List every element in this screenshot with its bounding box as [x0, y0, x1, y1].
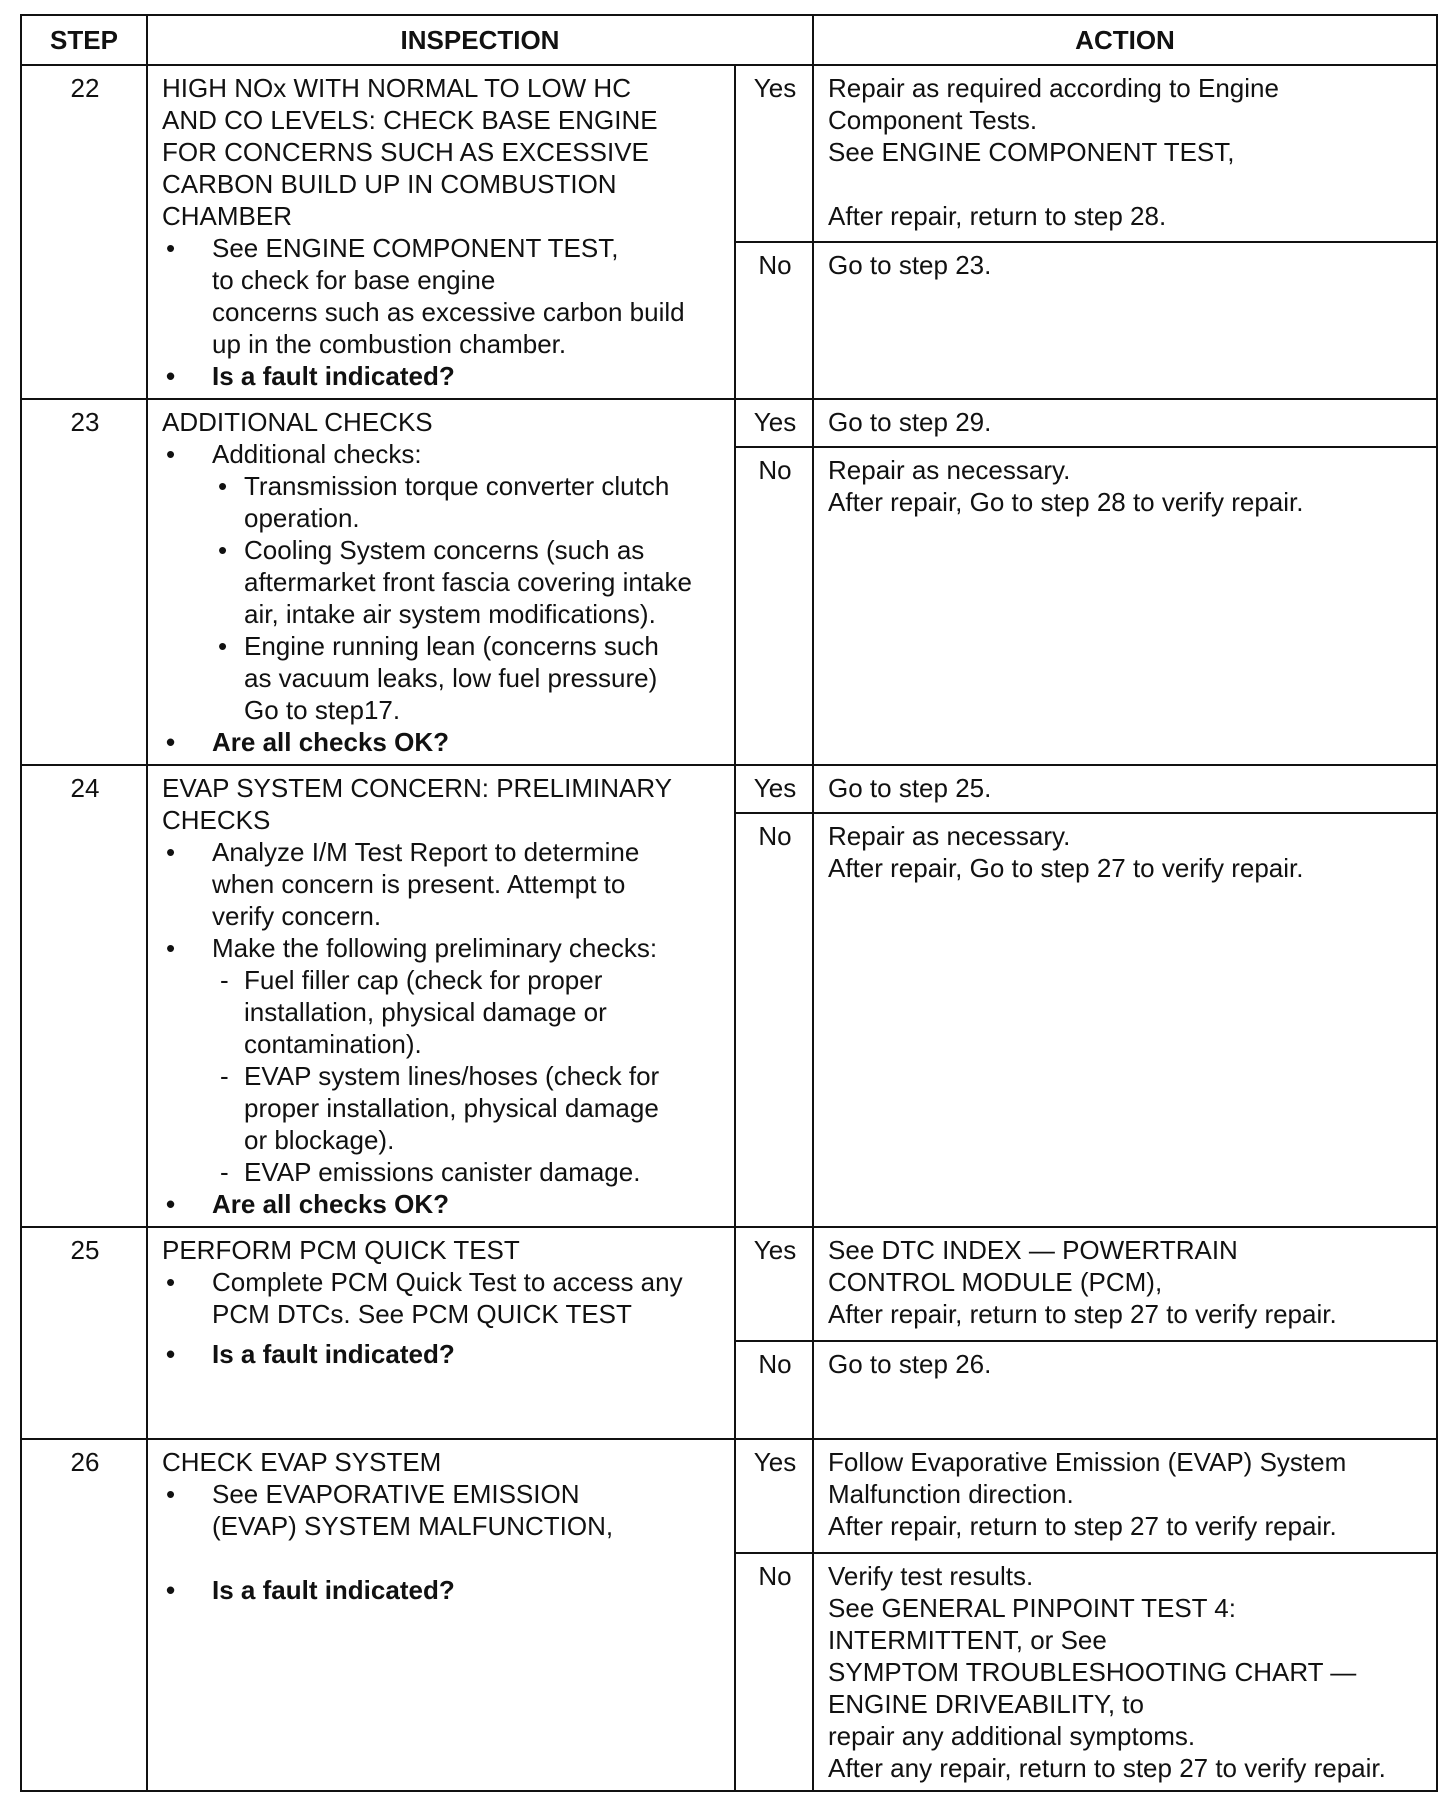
inspection-question: • Are all checks OK?	[162, 726, 722, 758]
action-text-line: After repair, return to step 27 to verify repair.	[828, 1511, 1337, 1541]
action-column-header: ACTION	[813, 15, 1437, 65]
inspection-title-line: PERFORM PCM QUICK TEST	[162, 1235, 520, 1265]
no-label: No	[735, 813, 813, 1227]
no-action-cell	[813, 1553, 1437, 1791]
action-text-line: See GENERAL PINPOINT TEST 4:	[828, 1593, 1236, 1623]
dash-item	[162, 964, 722, 1060]
bullet-item: • Additional checks:	[162, 438, 722, 470]
action-text-line: Follow Evaporative Emission (EVAP) System	[828, 1447, 1347, 1477]
sub-bullet-text-line: aftermarket front fascia covering intake	[244, 567, 692, 597]
no-label: No	[735, 1341, 813, 1439]
step-number: 24	[21, 765, 147, 1227]
bullet-item	[162, 836, 722, 932]
no-label: No	[735, 1553, 813, 1791]
inspection-title-line: AND CO LEVELS: CHECK BASE ENGINE	[162, 105, 658, 135]
inspection-title-line: ADDITIONAL CHECKS	[162, 407, 433, 437]
bullet-text-line: to check for base engine	[212, 265, 496, 295]
yes-label: Yes	[735, 1227, 813, 1341]
sub-bullet-text-line: • Transmission torque converter clutch	[244, 471, 670, 501]
yes-label: Yes	[735, 65, 813, 242]
dash-text-line: - EVAP system lines/hoses (check for	[244, 1061, 660, 1091]
bullet-text-line: • See EVAPORATIVE EMISSION	[212, 1479, 580, 1509]
bullet-text-line: verify concern.	[212, 901, 382, 931]
table-row	[21, 1227, 1437, 1341]
action-text-line: SYMPTOM TROUBLESHOOTING CHART —	[828, 1657, 1357, 1687]
step-number: 25	[21, 1227, 147, 1439]
inspection-title-line: FOR CONCERNS SUCH AS EXCESSIVE	[162, 137, 649, 167]
inspection-cell	[147, 1439, 735, 1791]
yes-label: Yes	[735, 765, 813, 813]
action-text-line: INTERMITTENT, or See	[828, 1625, 1107, 1655]
inspection-question: • Is a fault indicated?	[162, 1574, 722, 1606]
no-action-cell: Go to step 26.	[813, 1341, 1437, 1439]
action-text-line: After any repair, return to step 27 to verify repair.	[828, 1753, 1386, 1783]
bullet-item	[162, 1478, 722, 1542]
action-text-line: Component Tests.	[828, 105, 1038, 135]
sub-bullet-text-line: as vacuum leaks, low fuel pressure)	[244, 663, 658, 693]
no-action-cell	[813, 813, 1437, 1227]
table-row	[21, 399, 1437, 447]
inspection-cell	[147, 1227, 735, 1439]
inspection-cell	[147, 765, 735, 1227]
inspection-column-header: INSPECTION	[147, 15, 813, 65]
yes-action-cell	[813, 65, 1437, 242]
dash-text-line: installation, physical damage or	[244, 997, 607, 1027]
bullet-text-line: up in the combustion chamber.	[212, 329, 567, 359]
dash-text-line: proper installation, physical damage	[244, 1093, 659, 1123]
table-row	[21, 765, 1437, 813]
bullet-item: • Make the following preliminary checks:	[162, 932, 722, 964]
inspection-title-line: HIGH NOx WITH NORMAL TO LOW HC	[162, 73, 631, 103]
action-text-line: ENGINE DRIVEABILITY, to	[828, 1689, 1144, 1719]
yes-action-cell	[813, 1439, 1437, 1553]
action-text-line: After repair, return to step 28.	[828, 201, 1167, 231]
table-header-row	[21, 15, 1437, 65]
bullet-text-line: when concern is present. Attempt to	[212, 869, 626, 899]
action-text-line: See ENGINE COMPONENT TEST,	[828, 137, 1235, 167]
no-label: No	[735, 242, 813, 399]
sub-bullet-text-line: Go to step17.	[244, 695, 401, 725]
bullet-text-line: • Analyze I/M Test Report to determine	[212, 837, 640, 867]
diagnostic-table	[20, 14, 1438, 1792]
inspection-title-line: CHAMBER	[162, 201, 293, 231]
no-label: No	[735, 447, 813, 765]
bullet-text-line: (EVAP) SYSTEM MALFUNCTION,	[212, 1511, 614, 1541]
action-text-line: Repair as required according to Engine	[828, 73, 1279, 103]
action-text-line: repair any additional symptoms.	[828, 1721, 1196, 1751]
sub-bullet-item	[162, 630, 722, 726]
dash-item	[162, 1060, 722, 1156]
inspection-title-line: CARBON BUILD UP IN COMBUSTION	[162, 169, 617, 199]
no-action-cell	[813, 447, 1437, 765]
diagnostic-sheet	[20, 14, 1436, 1792]
inspection-question: • Is a fault indicated?	[162, 360, 722, 392]
yes-label: Yes	[735, 399, 813, 447]
action-text-line: CONTROL MODULE (PCM),	[828, 1267, 1163, 1297]
sub-bullet-text-line: • Cooling System concerns (such as	[244, 535, 645, 565]
bullet-text-line: concerns such as excessive carbon build	[212, 297, 685, 327]
dash-text-line: - Fuel filler cap (check for proper	[244, 965, 603, 995]
action-text-line: Verify test results.	[828, 1561, 1034, 1591]
bullet-item	[162, 1266, 722, 1330]
bullet-text-line: PCM DTCs. See PCM QUICK TEST	[212, 1299, 632, 1329]
yes-action-cell	[813, 1227, 1437, 1341]
table-row	[21, 65, 1437, 242]
action-text-line: Malfunction direction.	[828, 1479, 1074, 1509]
inspection-question: • Is a fault indicated?	[162, 1338, 722, 1370]
step-number: 26	[21, 1439, 147, 1791]
sub-bullet-text-line: operation.	[244, 503, 360, 533]
dash-text-line: or blockage).	[244, 1125, 395, 1155]
inspection-title-line: CHECK EVAP SYSTEM	[162, 1447, 442, 1477]
no-action-cell: Go to step 23.	[813, 242, 1437, 399]
sub-bullet-item	[162, 470, 722, 534]
step-column-header: STEP	[21, 15, 147, 65]
sub-bullet-text-line: • Engine running lean (concerns such	[244, 631, 659, 661]
action-text-line: After repair, Go to step 27 to verify repair.	[828, 853, 1304, 883]
inspection-title-line: EVAP SYSTEM CONCERN: PRELIMINARY	[162, 773, 673, 803]
dash-text-line: contamination).	[244, 1029, 422, 1059]
action-text-line: Repair as necessary.	[828, 821, 1071, 851]
bullet-text-line: • Complete PCM Quick Test to access any	[212, 1267, 683, 1297]
action-text-line: Repair as necessary.	[828, 455, 1071, 485]
inspection-cell	[147, 65, 735, 399]
inspection-cell	[147, 399, 735, 765]
bullet-item	[162, 232, 722, 360]
action-text-line: After repair, Go to step 28 to verify repair.	[828, 487, 1304, 517]
inspection-question: • Are all checks OK?	[162, 1188, 722, 1220]
dash-item: - EVAP emissions canister damage.	[162, 1156, 722, 1188]
action-text-line: See DTC INDEX — POWERTRAIN	[828, 1235, 1238, 1265]
action-text-line: After repair, return to step 27 to verify repair.	[828, 1299, 1337, 1329]
yes-action-cell: Go to step 25.	[813, 765, 1437, 813]
sub-bullet-item	[162, 534, 722, 630]
bullet-text-line: • See ENGINE COMPONENT TEST,	[212, 233, 619, 263]
sub-bullet-text-line: air, intake air system modifications).	[244, 599, 656, 629]
inspection-title-line: CHECKS	[162, 805, 271, 835]
step-number: 23	[21, 399, 147, 765]
step-number: 22	[21, 65, 147, 399]
yes-action-cell: Go to step 29.	[813, 399, 1437, 447]
table-row	[21, 1439, 1437, 1553]
yes-label: Yes	[735, 1439, 813, 1553]
